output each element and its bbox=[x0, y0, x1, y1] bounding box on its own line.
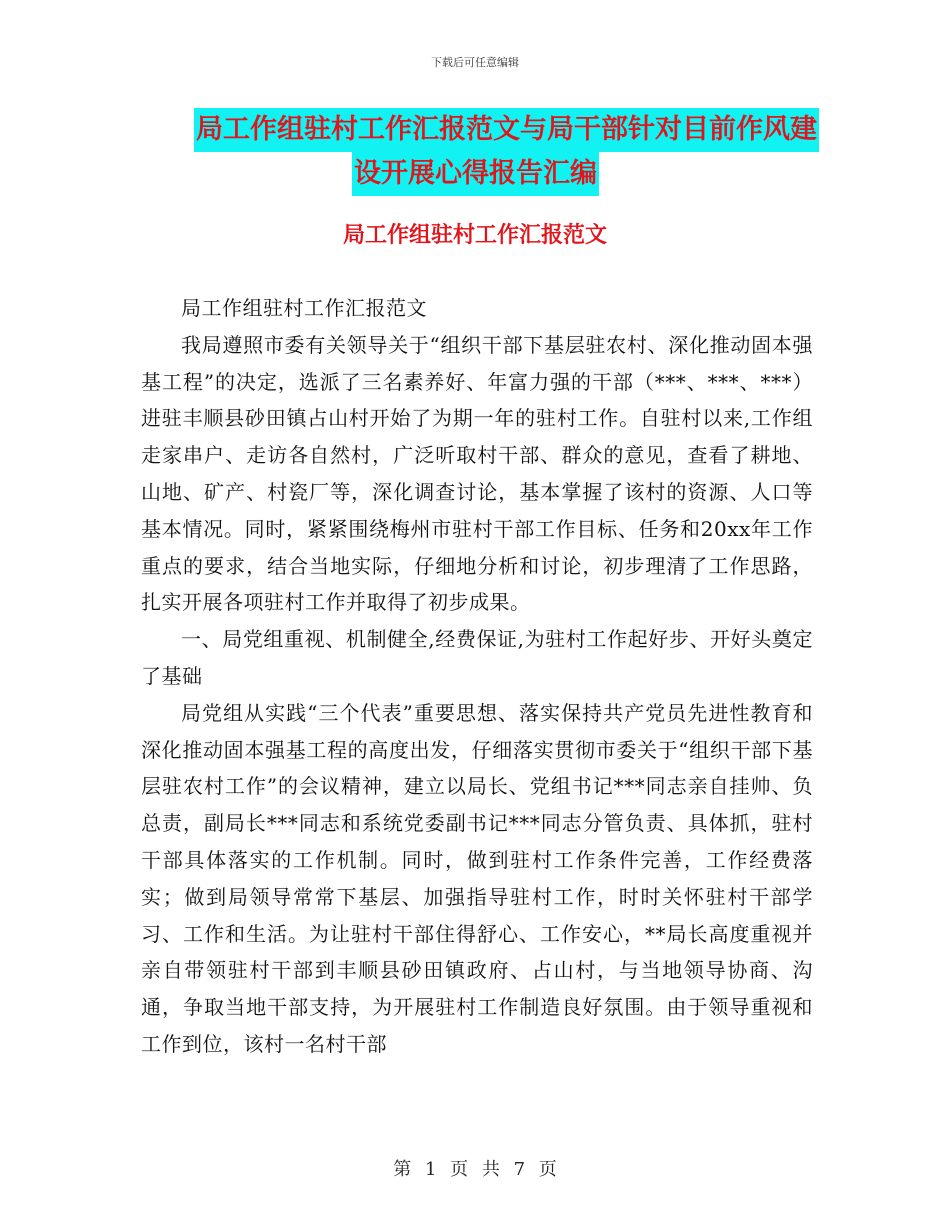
body-text bbox=[141, 290, 813, 1063]
title-line-1: 局工作组驻村工作汇报范文与局干部针对目前作风建 bbox=[194, 108, 819, 152]
paragraph-body-one: 局党组从实践“三个代表”重要思想、落实保持共产党员先进性教育和深化推动固本强基工程的高度出发，仔细落实贯彻市委关于“组织干部下基层驻农村工作”的会议精神，建立以局长、党组书记***同志亲自挂帅、负总责，副局长***同志和系统党委副书记***同志分管负责、具体抓，驻村干部具体落实的工作机制。同时，做到驻村工作条件完善，工作经费落实；做到局领导常常下基层、加强指导驻村工作，时时关怀驻村干部学习、工作和生活。为让驻村干部住得舒心、工作安心，**局长高度重视并亲自带领驻村干部到丰顺县砂田镇政府、占山村，与当地领导协商、沟通，争取当地干部支持，为开展驻村工作制造良好氛围。由于领导重视和工作到位，该村一名村干部 bbox=[141, 700, 813, 1056]
paragraph-heading-one: 一、局党组重视、机制健全,经费保证,为驻村工作起好步、开好头奠定了基础 bbox=[141, 627, 813, 688]
paragraph-intro: 我局遵照市委有关领导关于“组织干部下基层驻农村、深化推动固本强基工程”的决定，选派了三名素养好、年富力强的干部（***、***、***）进驻丰顺县砂田镇占山村开始了为期一年的驻村工作。自驻村以来,工作组走家串户、走访各自然村，广泛听取村干部、群众的意见，查看了耕地、山地、矿产、村瓷厂等，深化调查讨论，基本掌握了该村的资源、人口等基本情况。同时，紧紧围绕梅州市驻村干部工作目标、任务和20xx年工作重点的要求，结合当地实际，仔细地分析和讨论，初步理清了工作思路，扎实开展各项驻村工作并取得了初步成果。 bbox=[141, 332, 813, 615]
paragraph-subtitle: 局工作组驻村工作汇报范文 bbox=[181, 296, 427, 320]
title-line-2: 设开展心得报告汇编 bbox=[352, 152, 599, 196]
section-heading: 局工作组驻村工作汇报范文 bbox=[342, 223, 607, 248]
page-footer: 第 1 页 共 7 页 bbox=[393, 1159, 557, 1180]
header-note: 下载后可任意编辑 bbox=[431, 56, 519, 69]
